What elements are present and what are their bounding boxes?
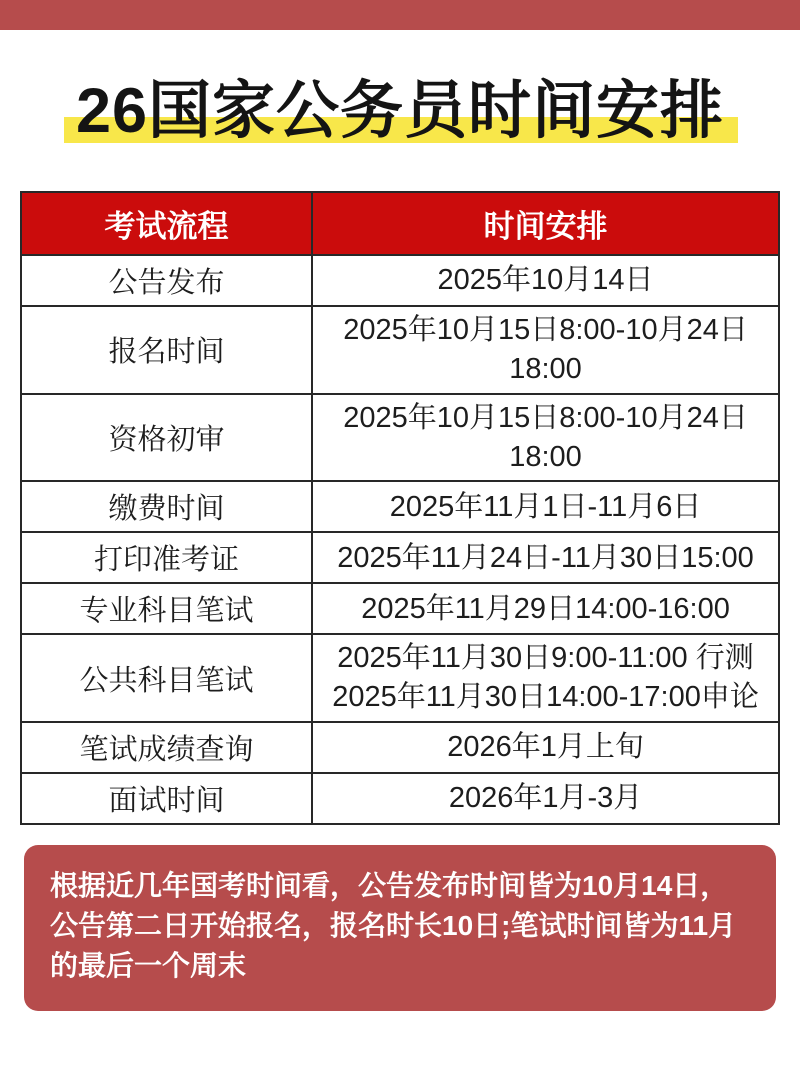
note-box [24,845,776,1011]
table-header-row [21,192,779,255]
page-title [76,78,724,145]
time-cell: 2025年10月14日 [312,255,779,306]
table-row [21,773,779,824]
time-cell: 2026年1月上旬 [312,722,779,773]
process-cell: 专业科目笔试 [21,583,312,634]
process-cell: 公共科目笔试 [21,634,312,722]
col-header-time: 时间安排 [312,192,779,255]
table-row [21,583,779,634]
time-cell: 2026年1月-3月 [312,773,779,824]
table-row [21,255,779,306]
col-header-process: 考试流程 [21,192,312,255]
process-cell: 面试时间 [21,773,312,824]
table-row [21,722,779,773]
time-cell: 2025年11月30日9:00-11:00 行测 2025年11月30日14:00-17:00申论 [312,634,779,722]
title-area [0,78,800,150]
process-cell: 公告发布 [21,255,312,306]
process-cell: 报名时间 [21,306,312,394]
time-cell: 2025年11月1日-11月6日 [312,481,779,532]
table-row [21,532,779,583]
process-cell: 笔试成绩查询 [21,722,312,773]
note-text: 根据近几年国考时间看，公告发布时间皆为10月14日，公告第二日开始报名，报名时长10日;笔试时间皆为11月的最后一个周末 [50,870,737,982]
time-cell: 2025年11月29日14:00-16:00 [312,583,779,634]
table-body [21,255,779,824]
time-cell: 2025年11月24日-11月30日15:00 [312,532,779,583]
process-cell: 资格初审 [21,394,312,482]
table-row [21,634,779,722]
table-row [21,394,779,482]
table-row [21,481,779,532]
process-cell: 打印准考证 [21,532,312,583]
table-row [21,306,779,394]
process-cell: 缴费时间 [21,481,312,532]
page-title-text: 26国家公务员时间安排 [75,76,725,146]
time-cell: 2025年10月15日8:00-10月24日18:00 [312,394,779,482]
time-cell: 2025年10月15日8:00-10月24日18:00 [312,306,779,394]
top-banner [0,0,800,30]
schedule-table [20,191,780,825]
